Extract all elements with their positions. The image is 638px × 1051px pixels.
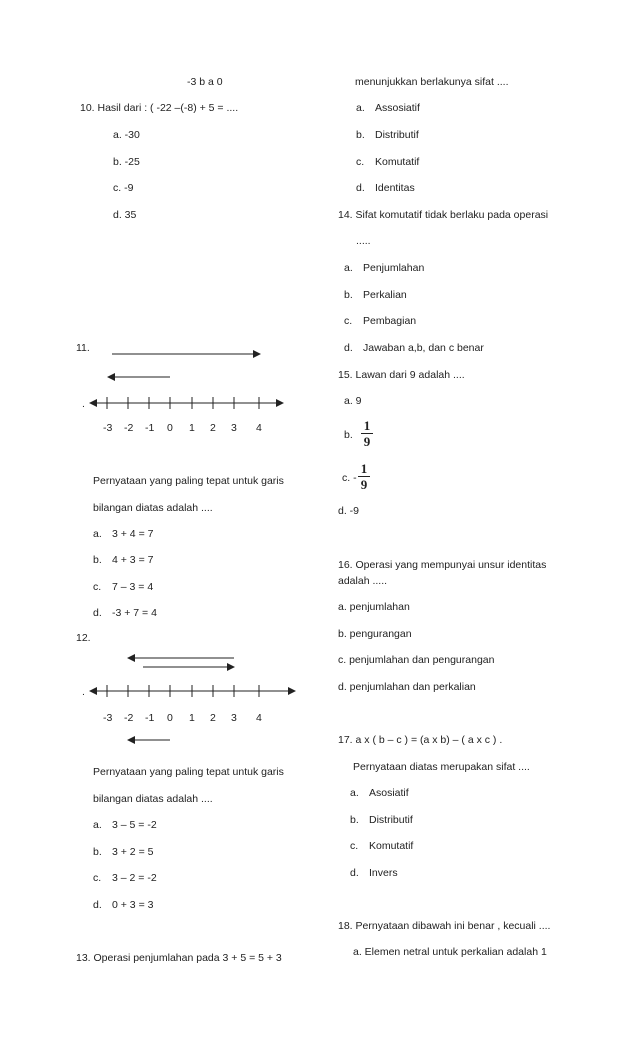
q11-statement: Pernyataan yang paling tepat untuk garis — [93, 475, 284, 487]
q12-tick-label: -3 — [103, 712, 113, 724]
q14-continuation: ..... — [356, 235, 371, 247]
q12-statement: Pernyataan yang paling tepat untuk garis — [93, 766, 284, 778]
q15-option-a: a. 9 — [344, 395, 362, 407]
q13-option-a: Assosiatif — [375, 102, 420, 114]
q17-option-c-letter: c. — [350, 840, 359, 852]
q15-option-d: d. -9 — [338, 505, 360, 517]
q13-option-c-letter: c. — [356, 156, 365, 168]
q16-option-d: d. penjumlahan dan perkalian — [338, 681, 476, 693]
q17-option-d-letter: d. — [350, 867, 359, 879]
question-11-number: 11. — [76, 342, 90, 354]
question-15: 15. Lawan dari 9 adalah .... — [338, 369, 465, 381]
q11-statement-cont: bilangan diatas adalah .... — [93, 502, 213, 514]
q11-option-c-letter: c. — [93, 581, 102, 593]
q11-tick-label: -1 — [145, 422, 155, 434]
q11-tick-label: 4 — [256, 422, 262, 434]
q11-option-c: 7 – 3 = 4 — [112, 581, 154, 593]
q14-option-d-letter: d. — [344, 342, 353, 354]
q13-option-a-letter: a. — [356, 102, 365, 114]
q17-option-c: Komutatif — [369, 840, 414, 852]
q11-option-d-letter: d. — [93, 607, 102, 619]
question-17: 17. a x ( b – c ) = (a x b) – ( a x c ) . — [338, 734, 503, 746]
question-12-number: 12. — [76, 632, 91, 644]
q11-option-a: 3 + 4 = 7 — [112, 528, 154, 540]
q13-continuation: menunjukkan berlakunya sifat .... — [355, 76, 509, 88]
q12-option-d: 0 + 3 = 3 — [112, 899, 154, 911]
q10-option-d: d. 35 — [113, 209, 137, 221]
fraction-numerator: 1 — [360, 461, 368, 476]
q13-option-d-letter: d. — [356, 182, 365, 194]
q11-tick-label: 3 — [231, 422, 237, 434]
q12-tick-label: 2 — [210, 712, 216, 724]
q15-option-c-fraction — [358, 462, 370, 491]
q14-option-a: Penjumlahan — [363, 262, 425, 274]
q11-tick-label: 1 — [189, 422, 195, 434]
q12-option-c: 3 – 2 = -2 — [112, 872, 157, 884]
number-order-line: -3 b a 0 — [187, 76, 223, 88]
q12-option-c-letter: c. — [93, 872, 102, 884]
fraction-denominator: 9 — [363, 434, 371, 449]
q16-option-b: b. pengurangan — [338, 628, 412, 640]
q14-option-b-letter: b. — [344, 289, 353, 301]
q12-option-a-letter: a. — [93, 819, 102, 831]
q16-option-a: a. penjumlahan — [338, 601, 410, 613]
q14-option-a-letter: a. — [344, 262, 353, 274]
q11-dot: . — [82, 398, 85, 410]
q11-tick-label: -3 — [103, 422, 113, 434]
q12-option-a: 3 – 5 = -2 — [112, 819, 157, 831]
question-14: 14. Sifat komutatif tidak berlaku pada operasi — [338, 209, 549, 221]
q12-option-b: 3 + 2 = 5 — [112, 846, 154, 858]
q12-option-d-letter: d. — [93, 899, 102, 911]
fraction-numerator: 1 — [363, 418, 371, 433]
q16-option-c: c. penjumlahan dan pengurangan — [338, 654, 495, 666]
q14-option-b: Perkalian — [363, 289, 407, 301]
q12-statement-cont: bilangan diatas adalah .... — [93, 793, 213, 805]
q11-tick-label: 0 — [167, 422, 173, 434]
question-10: 10. Hasil dari : ( -22 –(-8) + 5 = .... — [80, 102, 239, 114]
fraction-denominator: 9 — [360, 477, 368, 492]
q14-option-c: Pembagian — [363, 315, 417, 327]
q15-option-c-prefix: c. - — [342, 472, 357, 484]
q14-option-c-letter: c. — [344, 315, 353, 327]
question-13: 13. Operasi penjumlahan pada 3 + 5 = 5 + 3 — [76, 952, 282, 964]
q12-tick-label: -2 — [124, 712, 134, 724]
q17-option-b: Distributif — [369, 814, 413, 826]
q11-tick-label: 2 — [210, 422, 216, 434]
q12-dot: . — [82, 686, 85, 698]
q13-option-d: Identitas — [375, 182, 415, 194]
q12-option-b-letter: b. — [93, 846, 102, 858]
q11-option-b-letter: b. — [93, 554, 102, 566]
q15-option-b-fraction — [361, 419, 373, 448]
q12-tick-label: 3 — [231, 712, 237, 724]
q17-option-d: Invers — [369, 867, 398, 879]
q13-option-b: Distributif — [375, 129, 419, 141]
q10-option-b: b. -25 — [113, 156, 140, 168]
q11-option-d: -3 + 7 = 4 — [112, 607, 157, 619]
question-18: 18. Pernyataan dibawah ini benar , kecuali .... — [338, 920, 551, 932]
q11-option-a-letter: a. — [93, 528, 102, 540]
question-16: 16. Operasi yang mempunyai unsur identitas — [338, 559, 547, 571]
q13-option-c: Komutatif — [375, 156, 420, 168]
q17-option-b-letter: b. — [350, 814, 359, 826]
q12-tick-label: 4 — [256, 712, 262, 724]
q11-tick-label: -2 — [124, 422, 134, 434]
q11-option-b: 4 + 3 = 7 — [112, 554, 154, 566]
q15-option-b-letter: b. — [344, 429, 353, 441]
q12-tick-label: 1 — [189, 712, 195, 724]
q18-option-a: a. Elemen netral untuk perkalian adalah 1 — [353, 946, 547, 958]
q10-option-c: c. -9 — [113, 182, 134, 194]
q17-statement: Pernyataan diatas merupakan sifat .... — [353, 761, 530, 773]
q12-tick-label: -1 — [145, 712, 155, 724]
q14-option-d: Jawaban a,b, dan c benar — [363, 342, 484, 354]
q13-option-b-letter: b. — [356, 129, 365, 141]
q12-tick-label: 0 — [167, 712, 173, 724]
q10-option-a: a. -30 — [113, 129, 140, 141]
q17-option-a: Asosiatif — [369, 787, 409, 799]
q17-option-a-letter: a. — [350, 787, 359, 799]
question-16-cont: adalah ..... — [338, 575, 388, 587]
